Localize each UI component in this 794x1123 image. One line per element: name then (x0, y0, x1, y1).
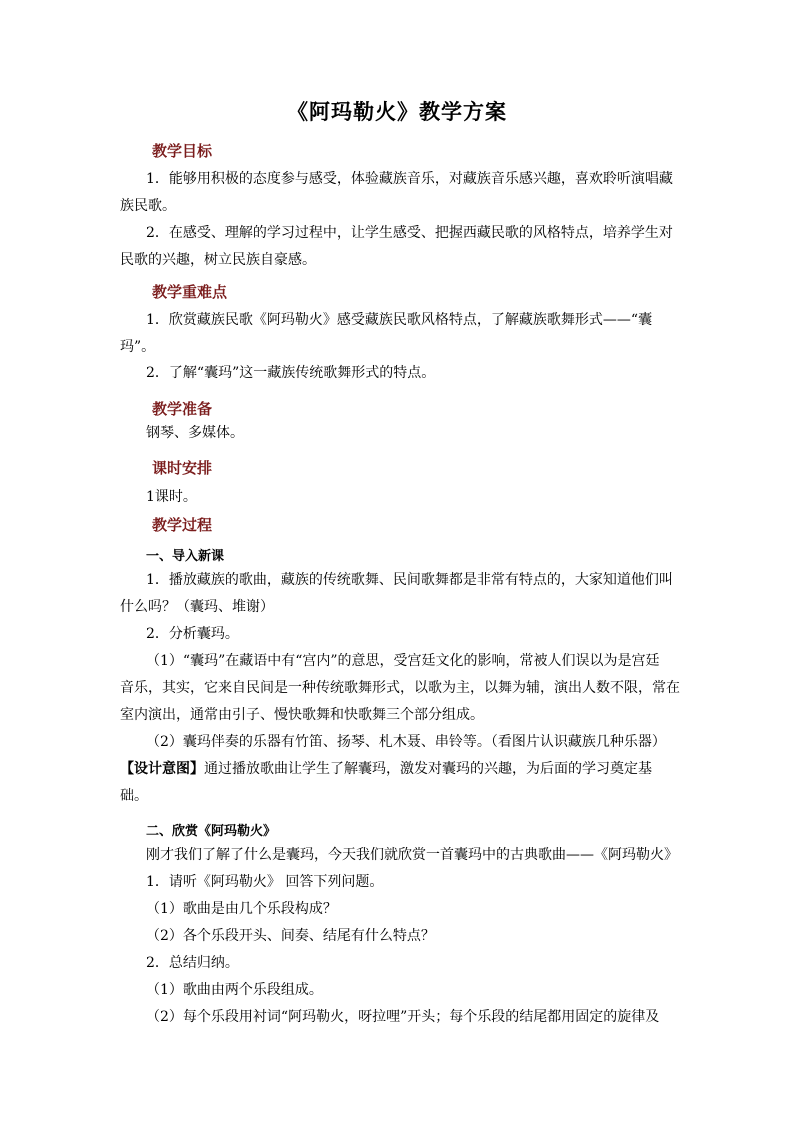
design-intent-cont: 础。 (120, 788, 148, 804)
prep-line-1: 钢琴、多媒体。 (146, 425, 244, 441)
part1-line-3: 2．分析囊玛。 (146, 626, 239, 642)
design-intent-label: 【设计意图】 (120, 761, 204, 777)
design-intent-text: 通过播放歌曲让学生了解囊玛，激发对囊玛的兴趣，为后面的学习奠定基 (204, 761, 652, 777)
design-intent-line (120, 762, 652, 776)
part2-line-4: （2）各个乐段开头、间奏、结尾有什么特点？ (146, 928, 435, 944)
keypoints-line-3: 2．了解“囊玛”这一藏族传统歌舞形式的特点。 (146, 365, 436, 381)
heading-goals: 教学目标 (152, 142, 213, 160)
goals-line-4: 民歌的兴趣，树立民族自豪感。 (120, 252, 316, 268)
heading-process: 教学过程 (152, 516, 213, 534)
part1-line-2: 什么吗？（囊玛、堆谢） (120, 599, 274, 615)
process-part1-title: 一、导入新课 (146, 549, 225, 564)
part2-line-7: （2）每个乐段用衬词“阿玛勒火，呀拉哩”开头；每个乐段的结尾都用固定的旋律及 (146, 1009, 660, 1025)
process-part2-title: 二、欣赏《阿玛勒火》 (146, 824, 277, 839)
heading-prep: 教学准备 (152, 400, 213, 418)
part1-line-4: （1）“囊玛”在藏语中有“宫内”的意思，受宫廷文化的影响，常被人们误以为是宫廷 (146, 653, 660, 669)
part2-line-2: 1．请听《阿玛勒火》 回答下列问题。 (146, 874, 384, 890)
document-title: 《阿玛勒火》教学方案 (287, 100, 507, 124)
part1-line-7: （2）囊玛伴奏的乐器有竹笛、扬琴、札木聂、串铃等。（看图片认识藏族几种乐器） (146, 734, 666, 750)
heading-schedule: 课时安排 (152, 459, 213, 477)
part1-line-1: 1．播放藏族的歌曲，藏族的传统歌舞、民间歌舞都是非常有特点的，大家知道他们叫 (146, 572, 673, 588)
part2-line-5: 2．总结归纳。 (146, 955, 239, 971)
goals-line-1: 1．能够用积极的态度参与感受，体验藏族音乐，对藏族音乐感兴趣，喜欢聆听演唱藏 (146, 171, 673, 187)
part1-line-5: 音乐，其实，它来自民间是一种传统歌舞形式，以歌为主，以舞为辅，演出人数不限，常在 (120, 680, 680, 696)
keypoints-line-2: 玛”。 (120, 339, 156, 355)
part2-line-3: （1）歌曲是由几个乐段构成？ (146, 901, 337, 917)
heading-keypoints: 教学重难点 (152, 283, 228, 301)
goals-line-2: 族民歌。 (120, 198, 176, 214)
keypoints-line-1: 1．欣赏藏族民歌《阿玛勒火》感受藏族民歌风格特点，了解藏族歌舞形式——“囊 (146, 312, 653, 328)
schedule-line-1: 1课时。 (146, 489, 197, 505)
part2-line-1: 刚才我们了解了什么是囊玛，今天我们就欣赏一首囊玛中的古典歌曲——《阿玛勒火》 (146, 847, 678, 863)
part1-line-6: 室内演出，通常由引子、慢快歌舞和快歌舞三个部分组成。 (120, 707, 484, 723)
goals-line-3: 2．在感受、理解的学习过程中，让学生感受、把握西藏民歌的风格特点，培养学生对 (146, 225, 673, 241)
part2-line-6: （1）歌曲由两个乐段组成。 (146, 982, 323, 998)
